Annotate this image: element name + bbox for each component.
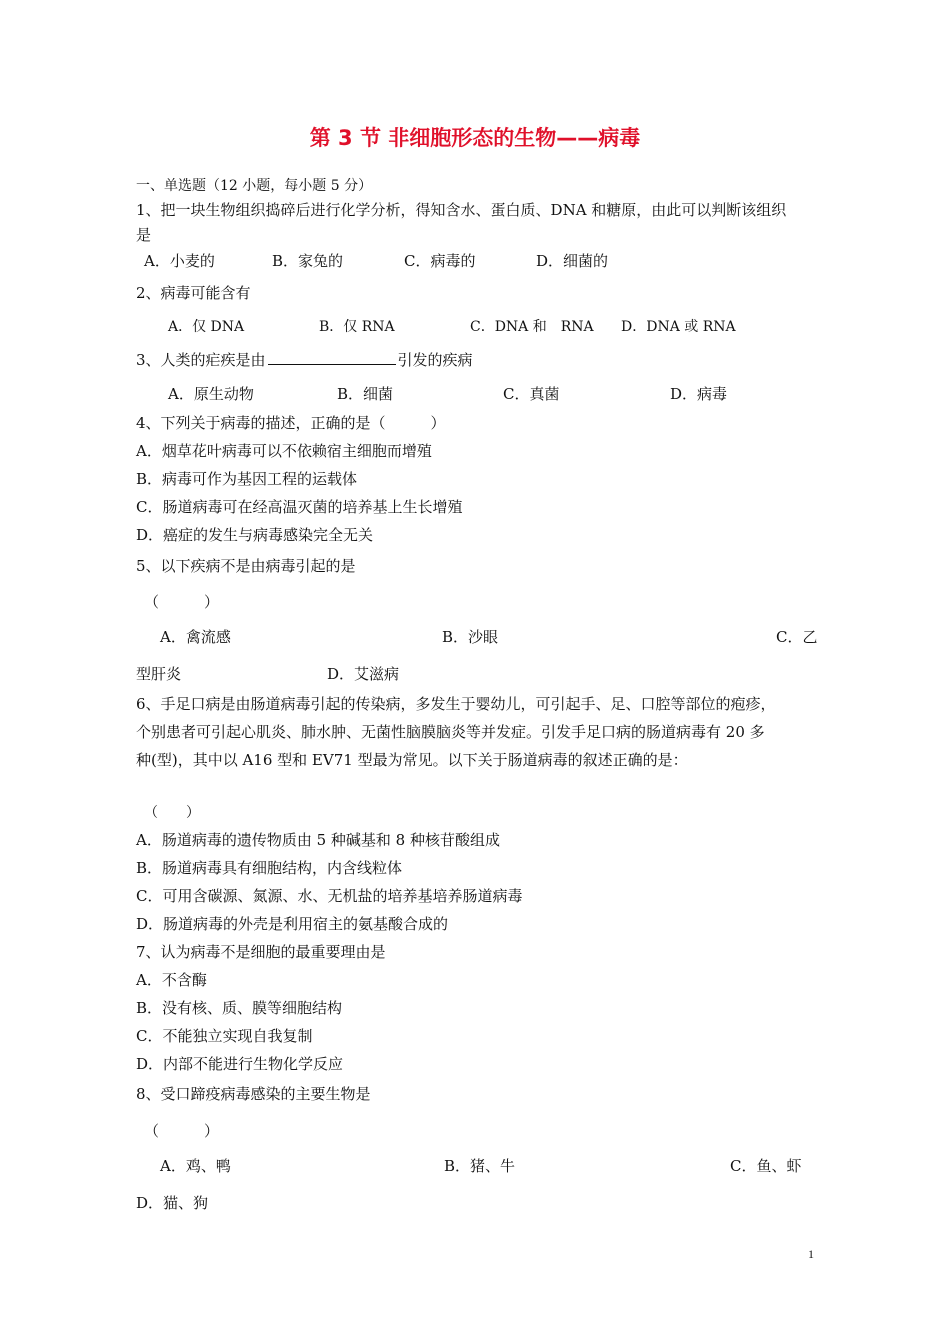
question-6-option-c: C．可用含碳源、氮源、水、无机盐的培养基培养肠道病毒	[136, 887, 523, 905]
question-8-stem: 8、受口蹄疫病毒感染的主要生物是	[136, 1085, 371, 1103]
question-8-paren: （ ）	[144, 1122, 220, 1140]
question-6-line2: 个别患者可引起心肌炎、肺水肿、无菌性脑膜脑炎等并发症。引发手足口病的肠道病毒有 20 多	[136, 723, 765, 741]
question-3-option-a: A．原生动物	[168, 385, 254, 403]
question-1-option-d: D．细菌的	[536, 252, 609, 270]
question-6-line3: 种(型)，其中以 A16 型和 EV71 型最为常见。以下关于肠道病毒的叙述正确的是：	[136, 751, 688, 769]
question-6-line1: 6、手足口病是由肠道病毒引起的传染病，多发生于婴幼儿，可引起手、足、口腔等部位的疱疹，	[136, 695, 776, 713]
question-1-option-c: C．病毒的	[404, 252, 476, 270]
question-2-stem: 2、病毒可能含有	[136, 284, 251, 302]
question-2-option-a: A．仅 DNA	[168, 319, 245, 335]
question-5-stem: 5、以下疾病不是由病毒引起的是	[136, 557, 356, 575]
question-4-option-d: D．癌症的发生与病毒感染完全无关	[136, 526, 374, 544]
question-7-option-b: B．没有核、质、膜等细胞结构	[136, 999, 343, 1017]
question-3-option-b: B．细菌	[337, 385, 394, 403]
question-6-option-d: D．肠道病毒的外壳是利用宿主的氨基酸合成的	[136, 915, 449, 933]
section-heading: 一、单选题（12 小题，每小题 5 分）	[136, 178, 373, 194]
question-5-option-a: A．禽流感	[160, 628, 231, 646]
page-number: 1	[808, 1247, 814, 1261]
question-4-stem: 4、下列关于病毒的描述，正确的是（ ）	[136, 414, 446, 432]
question-6-option-b: B．肠道病毒具有细胞结构，内含线粒体	[136, 859, 403, 877]
question-2-option-c: C．DNA 和 RNA	[470, 319, 594, 335]
question-3-stem	[136, 350, 473, 370]
question-8-option-c: C．鱼、虾	[730, 1157, 802, 1175]
question-1-option-a: A．小麦的	[144, 252, 215, 270]
question-1-stem-line2: 是	[136, 226, 152, 244]
question-7-option-a: A．不含酶	[136, 971, 207, 989]
question-8-option-b: B．猪、牛	[444, 1157, 516, 1175]
question-5-paren: （ ）	[144, 593, 220, 611]
question-3-stem-before: 3、人类的疟疾是由	[136, 351, 266, 369]
question-6-paren: （ ）	[144, 805, 200, 821]
question-7-option-c: C．不能独立实现自我复制	[136, 1027, 313, 1045]
question-6-option-a: A．肠道病毒的遗传物质由 5 种碱基和 8 种核苷酸组成	[136, 831, 500, 849]
question-4-option-c: C．肠道病毒可在经高温灭菌的培养基上生长增殖	[136, 498, 463, 516]
question-3-option-c: C．真菌	[503, 385, 560, 403]
question-7-stem: 7、认为病毒不是细胞的最重要理由是	[136, 943, 386, 961]
question-5-option-d: D．艾滋病	[327, 665, 400, 683]
question-3-option-d: D．病毒	[670, 385, 728, 403]
question-5-option-c-cont: 型肝炎	[136, 665, 182, 683]
question-7-option-d: D．内部不能进行生物化学反应	[136, 1055, 344, 1073]
question-8-option-a: A．鸡、鸭	[160, 1157, 231, 1175]
question-3-stem-after: 引发的疾病	[397, 351, 473, 369]
answer-blank	[268, 350, 396, 365]
question-2-option-d: D．DNA 或 RNA	[621, 319, 736, 335]
question-4-option-a: A．烟草花叶病毒可以不依赖宿主细胞而增殖	[136, 442, 432, 460]
question-5-option-b: B．沙眼	[442, 628, 499, 646]
page-title: 第 3 节 非细胞形态的生物——病毒	[309, 126, 641, 150]
question-5-option-c: C．乙	[776, 628, 818, 646]
question-2-option-b: B．仅 RNA	[319, 319, 395, 335]
question-8-option-d: D．猫、狗	[136, 1194, 209, 1212]
question-1-stem-line1: 1、把一块生物组织捣碎后进行化学分析，得知含水、蛋白质、DNA 和糖原，由此可以判断该组织	[136, 201, 787, 219]
question-4-option-b: B．病毒可作为基因工程的运载体	[136, 470, 358, 488]
question-1-option-b: B．家兔的	[272, 252, 344, 270]
